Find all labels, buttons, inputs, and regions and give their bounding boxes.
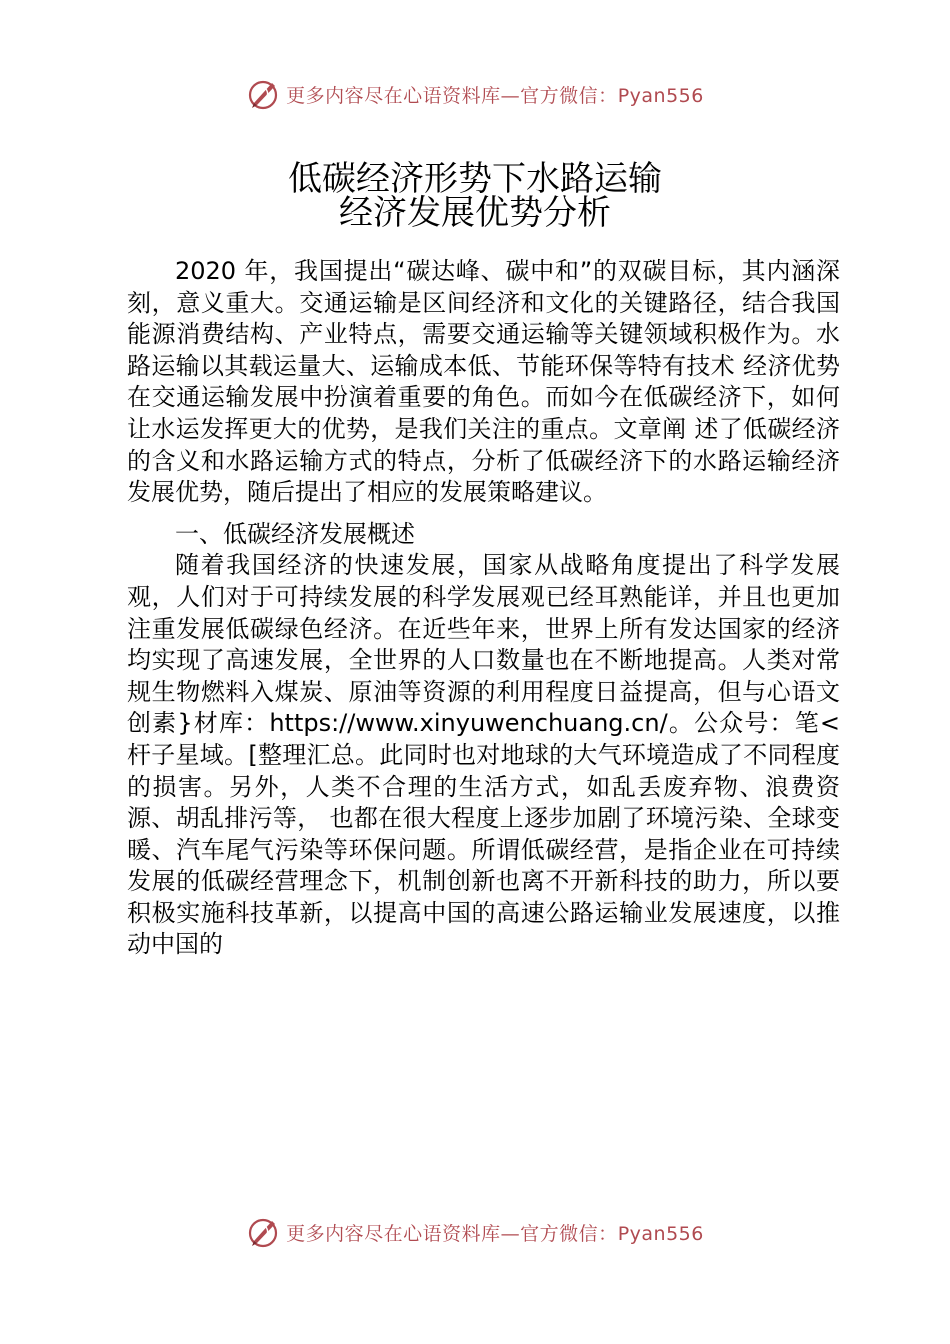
document-title <box>0 159 950 233</box>
pen-logo-icon <box>246 1215 280 1249</box>
section-heading: 一、低碳经济发展概述 <box>175 519 415 548</box>
header-banner-wechat-id: Pyan556 <box>617 84 704 107</box>
header-banner-main: 更多内容尽在心语资料库 <box>286 84 501 107</box>
paragraph-intro: 2020 年，我国提出“碳达峰、碳中和”的双碳目标，其内涵深刻，意义重大。交通运输是区间经济和文化的关键路径，结合我国能源消费结构、产业特点，需要交通运输等关键领域积极作为。水路运输以其载运量大、运输成本低、节能环保等特有技术 经济优势在交通运输发展中扮演着重要的角色。而如今在低碳经济下，如何让水运发挥更大的优势，是我们关注的重点。文章阐 述了低碳经济的含义和水路运输方式的特点，分析了低碳经济下的水路运输经济发展优势，随后提出了相应的发展策略建议。 <box>127 257 840 507</box>
footer-banner-text <box>286 1219 704 1246</box>
header-banner-wechat-label: 官方微信： <box>520 84 618 107</box>
footer-banner-separator: — <box>500 1222 521 1245</box>
header-banner-text <box>286 81 704 108</box>
paragraph-section-1: 随着我国经济的快速发展，国家从战略角度提出了科学发展观，人们对于可持续发展的科学发展观已经耳熟能详，并且也更加注重发展低碳绿色经济。在近些年来，世界上所有发达国家的经济均实现了高速发展，全世界的人口数量也在不断地提高。人类对常规生物燃料入煤炭、原油等资源的利用程度日益提高，但与心语文创素}材库：https://www.xinyuwenchuang.cn/。公众号：笔<杆子星域。[整理汇总。此同时也对地球的大气环境造成了不同程度的损害。另外，人类不合理的生活方式，如乱丢废弃物、浪费资源、胡乱排污等， 也都在很大程度上逐步加剧了环境污染、全球变暖、汽车尾气污染等环保问题。所谓低碳经营，是指企业在可持续发展的低碳经营理念下，机制创新也离不开新科技的助力，所以要积极实施科技革新，以提高中国的高速公路运输业发展速度，以推动中国的 <box>127 551 840 959</box>
footer-banner <box>0 1212 950 1252</box>
pen-logo-icon <box>246 77 280 111</box>
footer-banner-wechat-label: 官方微信： <box>520 1222 618 1245</box>
header-banner-separator: — <box>500 84 521 107</box>
document-body <box>127 256 840 961</box>
title-line-2: 经济发展优势分析 <box>339 193 611 233</box>
footer-banner-wechat-id: Pyan556 <box>617 1222 704 1245</box>
footer-banner-main: 更多内容尽在心语资料库 <box>286 1222 501 1245</box>
header-banner <box>0 74 950 114</box>
title-line-1: 低碳经济形势下水路运输 <box>288 159 662 199</box>
